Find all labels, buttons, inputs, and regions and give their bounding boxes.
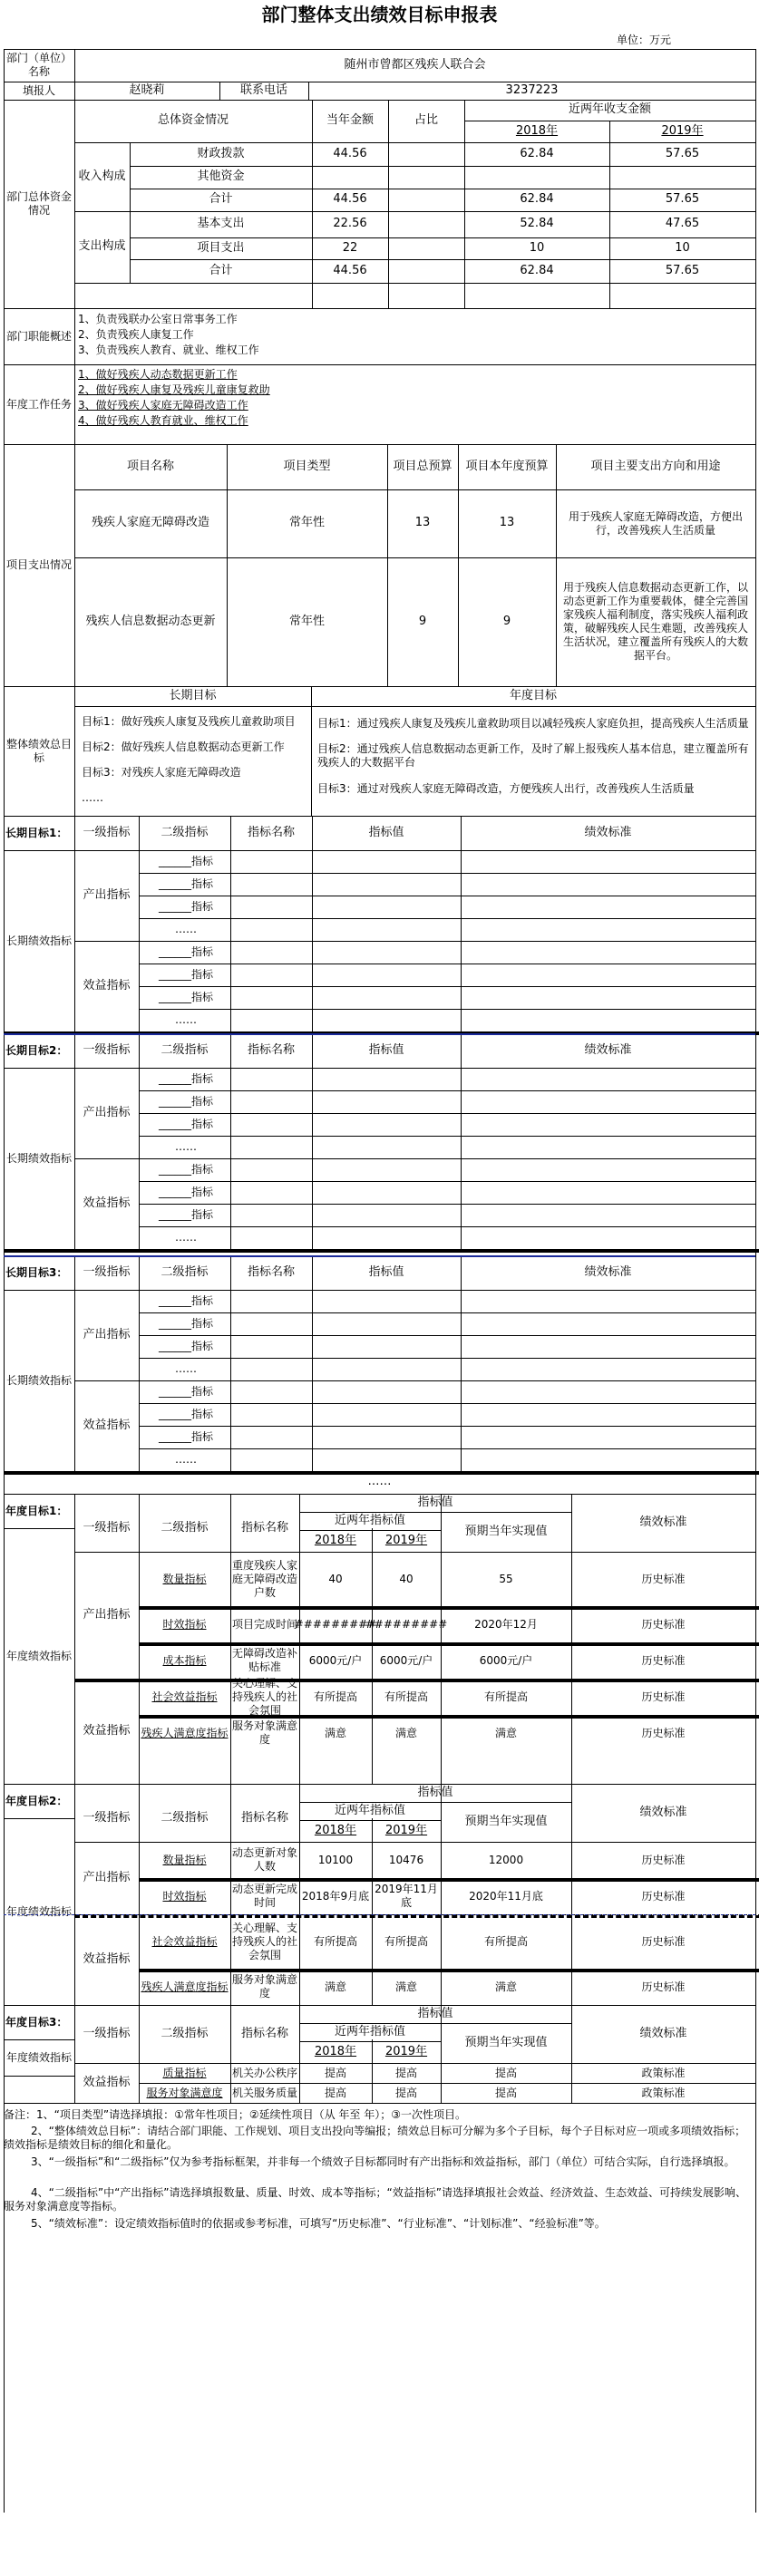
long-indicator: ______指标 <box>158 1186 213 1198</box>
long-output-label: 产出指标 <box>83 887 131 902</box>
grid-line <box>139 986 755 987</box>
year-goal-title: 年度目标2： <box>5 1794 68 1807</box>
long-h5: 绩效标准 <box>584 1264 632 1279</box>
grid-line <box>139 1136 755 1137</box>
grid-line <box>139 1312 755 1313</box>
long-goal-header: 长期目标 <box>169 688 217 702</box>
long-h3: 指标名称 <box>247 825 295 839</box>
duty-line: 1、负责残联办公室日常事务工作 <box>78 312 238 325</box>
year-indicator-name: 服务对象满意度 <box>231 1719 297 1746</box>
funds-header-ratio: 占比 <box>414 113 438 128</box>
year-value-expected: 提高 <box>494 2066 517 2079</box>
year-goal-title: 年度目标1： <box>5 1504 68 1517</box>
long-h5: 绩效标准 <box>584 825 632 839</box>
year-l2: 数量指标 <box>162 1572 207 1585</box>
year-value-expected: 2020年12月 <box>474 1617 538 1631</box>
year-indicator-name: 动态更新对象人数 <box>231 1846 297 1873</box>
funds-row-name: 财政拨款 <box>197 146 245 160</box>
note-line: 备注：1、“项目类型”请选择填报：①常年性项目；②延续性项目（从 年至 年）；③一次性项目。 <box>4 2108 466 2121</box>
overall-goal-label: 整体绩效总目标 <box>5 737 72 764</box>
project-year: 9 <box>502 614 511 628</box>
year-h4b: 预期当年实现值 <box>464 1814 548 1828</box>
project-use: 用于残疾人信息数据动态更新工作，以动态更新工作为重要载体，健全完善国家残疾人福利制度，落实残疾人福利政策，破解残疾人民生难题，改善残疾人生活状况，建立覆盖所有残疾人的大数据平台。 <box>562 581 748 662</box>
funds-row-2019: 57.65 <box>665 192 700 207</box>
long-indicator: ______指标 <box>158 1385 213 1398</box>
year-section-label: 年度绩效指标 <box>5 1649 72 1662</box>
long-indicator: ______指标 <box>158 1340 213 1352</box>
long-goal-title: 长期目标1： <box>5 826 68 839</box>
funds-row-2019 <box>609 166 755 189</box>
year-h4: 指标值 <box>417 1785 453 1799</box>
year-h2: 二级指标 <box>161 1810 209 1825</box>
grid-line <box>4 1033 755 1035</box>
year-h3: 指标名称 <box>240 2026 288 2040</box>
filler-name: 赵晓莉 <box>129 82 165 97</box>
year-value-expected: 有所提高 <box>483 1934 528 1948</box>
note-line: 2、“整体绩效总目标”：请结合部门职能、工作规划、项目支出投向等编报；绩效总目标可分解为多个子目标，每个子目标对应一项或多项绩效指标；绩效指标是绩效目标的细化和量化。 <box>4 2125 746 2151</box>
filler-label: 填报人 <box>22 83 55 97</box>
year-value-expected: 2020年11月底 <box>469 1889 543 1903</box>
grid-line <box>4 1249 759 1253</box>
year-value-2019: 提高 <box>394 2086 417 2099</box>
dept-label: 部门（单位）名称 <box>5 52 72 78</box>
projects-label: 项目支出情况 <box>5 558 72 571</box>
year-benefit-label: 效益指标 <box>83 2075 131 2089</box>
year-h4a: 近两年指标值 <box>334 1513 405 1527</box>
funds-row-current: 44.56 <box>333 263 367 277</box>
grid-line <box>139 1426 755 1427</box>
note-line: 4、“二级指标”中“产出指标”请选择填报数量、质量、时效、成本等指标；“效益指标”请选择填报社会效益、经济效益、生态效益、可持续发展影响、服务对象满意度等指标。 <box>4 2186 746 2213</box>
projects-h-total: 项目总预算 <box>393 459 452 473</box>
funds-row-2018: 62.84 <box>520 192 554 207</box>
grid-line <box>139 1335 755 1336</box>
expense-label: 支出构成 <box>78 239 126 254</box>
long-h4: 指标值 <box>368 825 404 839</box>
year-value-expected: 提高 <box>494 2086 517 2099</box>
long-output-label: 产出指标 <box>83 1327 131 1341</box>
year-l2: 数量指标 <box>162 1853 207 1866</box>
year-indicator-name: 动态更新完成时间 <box>231 1883 297 1909</box>
year-value-2018: 提高 <box>324 2086 346 2099</box>
long-goal-text: 目标1：做好残疾人康复及残疾儿童救助项目 <box>82 714 296 728</box>
long-h1: 一级指标 <box>83 1042 131 1057</box>
year-l2: 残疾人满意度指标 <box>141 1980 229 1993</box>
funds-row-name: 其他资金 <box>197 169 245 184</box>
year-output-label: 产出指标 <box>83 1607 131 1622</box>
year-value-2018: 有所提高 <box>313 1690 357 1703</box>
long-ellipsis: …… <box>175 1140 197 1153</box>
year-indicator-name: 服务对象满意度 <box>231 1973 297 2000</box>
long-ellipsis: …… <box>175 923 197 935</box>
funds-header-two-years: 近两年收支金额 <box>568 102 651 117</box>
year-h4b: 预期当年实现值 <box>464 1524 548 1538</box>
year-standard: 历史标准 <box>641 1690 686 1703</box>
funds-header-overall: 总体资金情况 <box>157 113 229 128</box>
task-line: 1、做好残疾人动态数据更新工作 <box>78 367 238 381</box>
year-value-2019: 满意 <box>394 1726 417 1739</box>
year-indicator-name: 关心理解、支持残疾人的社会氛围 <box>231 1676 297 1717</box>
year-benefit-label: 效益指标 <box>83 1723 131 1738</box>
long-indicator: ______指标 <box>158 1208 213 1221</box>
year-value-2019: 6000元/户 <box>379 1653 433 1667</box>
year-h4a: 近两年指标值 <box>334 2024 405 2039</box>
year-standard: 历史标准 <box>641 1653 686 1667</box>
year-h-2018: 2018年 <box>314 1533 357 1547</box>
year-value-2018: 满意 <box>324 1726 346 1739</box>
long-indicator: ______指标 <box>158 1294 213 1307</box>
grid-line <box>4 1255 755 1257</box>
funds-row-current <box>312 166 388 189</box>
grid-line <box>755 49 756 2513</box>
year-standard: 政策标准 <box>641 2066 686 2079</box>
long-benefit-label: 效益指标 <box>83 1418 131 1432</box>
grid-line <box>139 1448 755 1449</box>
long-h5: 绩效标准 <box>584 1042 632 1057</box>
grid-line <box>139 1358 755 1359</box>
year-value-expected: 6000元/户 <box>479 1653 533 1667</box>
year-value-2019: 10476 <box>388 1853 424 1866</box>
year-h-2019: 2019年 <box>384 1823 428 1837</box>
task-line: 2、做好残疾人康复及残疾儿童康复救助 <box>78 383 270 396</box>
projects-h-type: 项目类型 <box>283 459 331 473</box>
year-h1: 一级指标 <box>83 1810 131 1825</box>
year-indicator-name: 无障碍改造补贴标准 <box>231 1647 297 1673</box>
year-value-2018: 满意 <box>324 1980 346 1993</box>
year-l2: 时效指标 <box>162 1617 207 1631</box>
long-goal-title: 长期目标3： <box>5 1265 68 1279</box>
long-indicator: ______指标 <box>158 900 213 913</box>
long-indicator: ______指标 <box>158 945 213 958</box>
long-h3: 指标名称 <box>247 1264 295 1279</box>
funds-row-name: 合计 <box>209 192 233 207</box>
year-h4: 指标值 <box>417 1495 453 1509</box>
long-section-label: 长期绩效指标 <box>5 1373 72 1387</box>
year-value-2019: 提高 <box>394 2066 417 2079</box>
year-value-2019: 2019年11月底 <box>375 1883 438 1909</box>
year-h5: 绩效标准 <box>639 1805 687 1819</box>
year-value-expected: 满意 <box>494 1726 517 1739</box>
funds-row-name: 合计 <box>209 263 233 277</box>
projects-h-year: 项目本年度预算 <box>465 459 549 473</box>
long-blocks-ellipsis: …… <box>367 1474 392 1488</box>
duty-line: 2、负责残疾人康复工作 <box>78 327 194 341</box>
long-goal-text: 目标3：对残疾人家庭无障碍改造 <box>82 765 241 779</box>
year-value-2019: 满意 <box>394 1980 417 1993</box>
income-label: 收入构成 <box>78 169 126 183</box>
funds-row-2018 <box>464 166 609 189</box>
long-goal-text: …… <box>82 790 103 804</box>
long-indicator: ______指标 <box>158 855 213 867</box>
funds-row-2018: 10 <box>529 240 545 255</box>
long-output-label: 产出指标 <box>83 1105 131 1119</box>
projects-h-use: 项目主要支出方向和用途 <box>590 459 721 473</box>
year-standard: 历史标准 <box>641 1617 686 1631</box>
long-h2: 二级指标 <box>161 1042 209 1057</box>
grid-line <box>4 308 755 309</box>
year-value-expected: 有所提高 <box>483 1690 528 1703</box>
year-h2: 二级指标 <box>161 2026 209 2040</box>
grid-line <box>139 1226 755 1227</box>
year-l2: 质量指标 <box>162 2066 207 2079</box>
project-name: 残疾人信息数据动态更新 <box>85 614 216 628</box>
funds-row-current: 44.56 <box>333 146 367 160</box>
grid-line <box>4 364 755 365</box>
funds-row-2018: 62.84 <box>520 263 554 277</box>
funds-row-2018: 52.84 <box>520 217 554 231</box>
grid-line <box>139 1181 755 1182</box>
year-standard: 政策标准 <box>641 2086 686 2099</box>
year-l2: 服务对象满意度 <box>146 2086 223 2099</box>
year-l2: 社会效益指标 <box>151 1934 218 1948</box>
funds-row-name: 项目支出 <box>197 240 245 255</box>
funds-row-2019: 57.65 <box>665 263 700 277</box>
long-h3: 指标名称 <box>247 1042 295 1057</box>
long-h4: 指标值 <box>368 1042 404 1057</box>
year-standard: 历史标准 <box>641 1980 686 1993</box>
funds-row-name: 基本支出 <box>197 217 245 231</box>
dept-name: 随州市曾都区残疾人联合会 <box>344 57 486 72</box>
year-standard: 历史标准 <box>641 1853 686 1866</box>
note-line: 5、“绩效标准”：设定绩效指标值时的依据或参考标准，可填写“历史标准”、“行业标准”、“计划标准”、“经验标准”等。 <box>31 2217 606 2230</box>
long-indicator: ______指标 <box>158 1163 213 1176</box>
year-indicator-name: 关心理解、支持残疾人的社会氛围 <box>231 1921 297 1961</box>
grid-line <box>4 1914 755 1915</box>
year-h-2018: 2018年 <box>314 1823 357 1837</box>
grid-line <box>139 1204 755 1205</box>
project-name: 残疾人家庭无障碍改造 <box>91 516 209 530</box>
grid-line <box>139 1403 755 1404</box>
note-line: 3、“一级指标”和“二级指标”仅为参考指标框架，并非每一个绩效子目标都同时有产出指标和效益指标，部门（单位）可结合实际，自行选择填报。 <box>31 2155 735 2168</box>
year-value-2019: 40 <box>399 1572 414 1585</box>
year-output-label: 产出指标 <box>83 1870 131 1884</box>
year-section-label: 年度绩效指标 <box>5 1904 72 1918</box>
unit-label: 单位：万元 <box>617 33 672 46</box>
grid-line <box>74 283 755 284</box>
year-indicator-name: 机关办公秩序 <box>231 2066 297 2079</box>
phone-label: 联系电话 <box>239 82 287 97</box>
year-h2: 二级指标 <box>161 1520 209 1535</box>
year-section-label: 年度绩效指标 <box>5 2050 72 2064</box>
long-indicator: ______指标 <box>158 1317 213 1330</box>
long-h2: 二级指标 <box>161 1264 209 1279</box>
funds-row-2018: 62.84 <box>520 146 554 160</box>
year-value-2018: ######### <box>294 1617 377 1631</box>
phone-value: 3237223 <box>505 82 559 97</box>
grid-line <box>4 2076 74 2077</box>
year-value-2019: ######### <box>365 1617 448 1631</box>
year-h3: 指标名称 <box>240 1520 288 1535</box>
long-h1: 一级指标 <box>83 1264 131 1279</box>
year-value-2018: 有所提高 <box>313 1934 357 1948</box>
year-value-2018: 10100 <box>317 1853 354 1866</box>
long-goal-title: 长期目标2： <box>5 1043 68 1057</box>
grid-line <box>139 918 755 919</box>
year-goal-header: 年度目标 <box>509 688 557 702</box>
funds-row-2019: 47.65 <box>665 217 700 231</box>
year-goal-text: 目标1：通过残疾人康复及残疾儿童救助项目以减轻残疾人家庭负担，提高残疾人生活质量 <box>317 716 749 730</box>
funds-section-label: 部门总体资金情况 <box>5 190 72 217</box>
year-l2: 成本指标 <box>162 1653 207 1667</box>
year-goal-title: 年度目标3： <box>5 2015 68 2029</box>
grid-line <box>139 1113 755 1114</box>
long-indicator: ______指标 <box>158 1072 213 1085</box>
year-indicator-name: 重度残疾人家庭无障碍改造户数 <box>231 1558 297 1599</box>
year-standard: 历史标准 <box>641 1889 686 1903</box>
duties-label: 部门职能概述 <box>5 329 72 343</box>
year-indicator-name: 机关服务质量 <box>231 2086 297 2099</box>
year-h3: 指标名称 <box>240 1810 288 1825</box>
project-type: 常年性 <box>288 614 325 628</box>
funds-row-current: 44.56 <box>333 192 367 207</box>
year-goal-text: 目标2：通过残疾人信息数据动态更新工作，及时了解上报残疾人基本信息，建立覆盖所有残疾人的大数据平台 <box>317 742 749 769</box>
long-section-label: 长期绩效指标 <box>5 934 72 947</box>
long-indicator: ______指标 <box>158 1430 213 1443</box>
grid-line <box>74 308 75 444</box>
year-standard: 历史标准 <box>641 1934 686 1948</box>
long-indicator: ______指标 <box>158 968 213 981</box>
page-title: 部门整体支出绩效目标申报表 <box>261 3 498 25</box>
project-year: 13 <box>499 516 515 530</box>
year-standard: 历史标准 <box>641 1726 686 1739</box>
grid-line <box>4 2103 755 2104</box>
funds-header-current: 当年金额 <box>326 113 374 128</box>
year-l2: 残疾人满意度指标 <box>141 1726 229 1739</box>
year-h-2018: 2018年 <box>314 2044 357 2058</box>
year-value-2019: 有所提高 <box>384 1934 428 1948</box>
funds-row-2019: 10 <box>675 240 690 255</box>
long-h2: 二级指标 <box>161 825 209 839</box>
year-value-2018: 6000元/户 <box>308 1653 363 1667</box>
year-indicator-name: 项目完成时间 <box>231 1617 297 1631</box>
long-ellipsis: …… <box>175 1453 197 1466</box>
funds-header-2019: 2019年 <box>661 123 704 138</box>
grid-line <box>139 1009 755 1010</box>
year-value-2018: 40 <box>328 1572 343 1585</box>
year-standard: 历史标准 <box>641 1572 686 1585</box>
funds-row-current: 22.56 <box>333 217 367 231</box>
long-h1: 一级指标 <box>83 825 131 839</box>
task-line: 3、做好残疾人家庭无障碍改造工作 <box>78 398 248 412</box>
duty-line: 3、负责残疾人教育、就业、维权工作 <box>78 343 259 356</box>
long-benefit-label: 效益指标 <box>83 1196 131 1210</box>
project-total: 13 <box>414 516 431 530</box>
long-indicator: ______指标 <box>158 1095 213 1108</box>
year-h-2019: 2019年 <box>384 2044 428 2058</box>
year-h-2019: 2019年 <box>384 1533 428 1547</box>
grid-line <box>139 1090 755 1091</box>
long-h4: 指标值 <box>368 1264 404 1279</box>
year-value-2018: 2018年9月底 <box>301 1889 370 1903</box>
tasks-label: 年度工作任务 <box>5 397 72 411</box>
year-value-2019: 有所提高 <box>384 1690 428 1703</box>
long-goal-text: 目标2：做好残疾人信息数据动态更新工作 <box>82 740 285 753</box>
year-h4a: 近两年指标值 <box>334 1803 405 1817</box>
year-goal-text: 目标3：通过对残疾人家庭无障碍改造，方便残疾人出行，改善残疾人生活质量 <box>317 781 695 795</box>
year-value-expected: 12000 <box>488 1853 524 1866</box>
year-value-2018: 提高 <box>324 2066 346 2079</box>
project-use: 用于残疾人家庭无障碍改造，方便出行，改善残疾人生活质量 <box>568 509 743 537</box>
grid-line <box>74 706 755 707</box>
year-h5: 绩效标准 <box>639 1515 687 1529</box>
project-type: 常年性 <box>288 516 325 530</box>
long-indicator: ______指标 <box>158 1118 213 1130</box>
funds-row-2019: 57.65 <box>665 146 700 160</box>
grid-line <box>139 873 755 874</box>
long-indicator: ______指标 <box>158 877 213 890</box>
year-l2: 社会效益指标 <box>151 1690 218 1703</box>
year-l2: 时效指标 <box>162 1889 207 1903</box>
project-total: 9 <box>418 614 427 628</box>
year-value-expected: 满意 <box>494 1980 517 1993</box>
long-indicator: ______指标 <box>158 991 213 1003</box>
long-ellipsis: …… <box>175 1013 197 1026</box>
year-h1: 一级指标 <box>83 1520 131 1535</box>
task-line: 4、做好残疾人教育就业、维权工作 <box>78 413 248 427</box>
funds-header-2018: 2018年 <box>515 123 559 138</box>
year-h4: 指标值 <box>417 2006 453 2020</box>
long-section-label: 长期绩效指标 <box>5 1151 72 1165</box>
year-h1: 一级指标 <box>83 2026 131 2040</box>
year-h4b: 预期当年实现值 <box>464 2035 548 2049</box>
funds-row-current: 22 <box>342 240 358 255</box>
year-value-expected: 55 <box>499 1572 513 1585</box>
projects-h-name: 项目名称 <box>126 459 174 473</box>
year-h5: 绩效标准 <box>639 2026 687 2040</box>
long-ellipsis: …… <box>175 1231 197 1244</box>
year-benefit-label: 效益指标 <box>83 1951 131 1966</box>
long-indicator: ______指标 <box>158 1408 213 1420</box>
long-benefit-label: 效益指标 <box>83 978 131 993</box>
long-ellipsis: …… <box>175 1362 197 1375</box>
